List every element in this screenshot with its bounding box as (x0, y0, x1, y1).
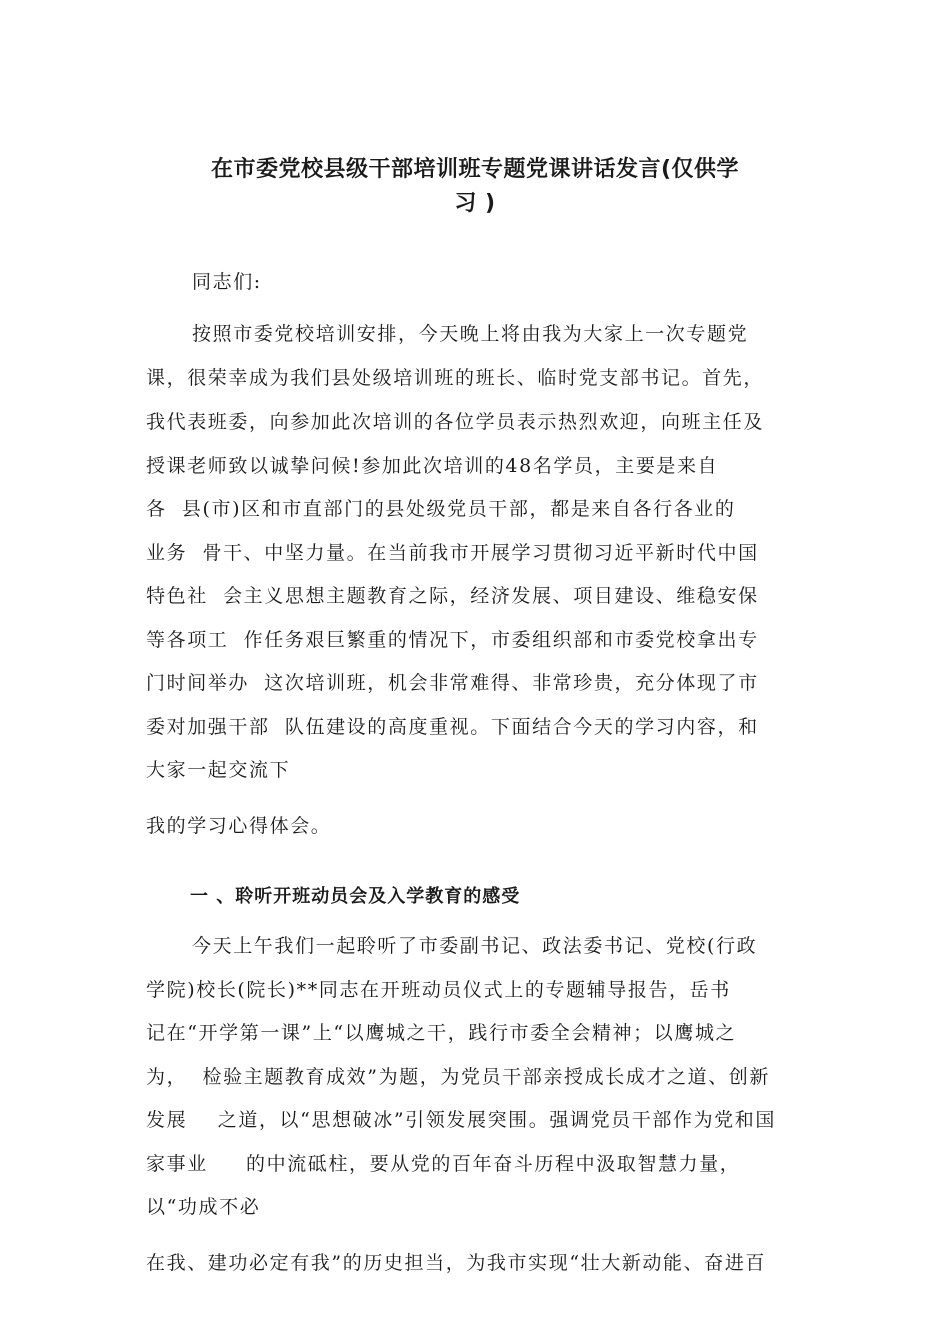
paragraph-1-line: 业务 骨干、中坚力量。在当前我市开展学习贯彻习近平新时代中国 (146, 542, 759, 564)
document-title-line-2: 习 ) (454, 191, 496, 216)
paragraph-2-tail: 在我、建功必定有我”的历史担当，为我市实现“壮大新动能、奋进百 (146, 1252, 767, 1274)
paragraph-1-line: 我代表班委，向参加此次培训的各位学员表示热烈欢迎，向班主任及 (146, 411, 765, 433)
paragraph-1-line: 授课老师致以诚挚问候!参加此次培训的48名学员，主要是来自 (146, 455, 719, 477)
paragraph-1-line: 特色社 会主义思想主题教育之际，经济发展、项目建设、维稳安保 (146, 585, 759, 607)
salutation: 同志们: (192, 271, 262, 293)
paragraph-2-line: 记在“开学第一课”上“以鹰城之干，践行市委全会精神；以鹰城之 (146, 1022, 737, 1044)
paragraph-1-line: 等各项工 作任务艰巨繁重的情况下，市委组织部和市委党校拿出专 (146, 629, 759, 651)
paragraph-1-line: 各 县(市)区和市直部门的县处级党员干部，都是来自各行各业的 (146, 498, 736, 520)
paragraph-2-line: 以“功成不必 (146, 1196, 261, 1218)
document-title-line-1: 在市委党校县级干部培训班专题党课讲话发言(仅供学 (210, 157, 740, 182)
paragraph-2-line: 发展 之道，以“思想破冰”引领发展突围。强调党员干部作为党和国 (146, 1109, 776, 1131)
paragraph-1-tail: 我的学习心得体会。 (146, 815, 332, 837)
paragraph-2-line: 学院)校长(院长)**同志在开班动员仪式上的专题辅导报告，岳书 (146, 979, 731, 1001)
paragraph-2-line: 今天上午我们一起聆听了市委副书记、政法委书记、党校(行政 (192, 935, 758, 957)
paragraph-2-line: 为， 检验主题教育成效”为题，为党员干部亲授成长成才之道、创新 (146, 1066, 770, 1088)
paragraph-1-line: 课，很荣幸成为我们县处级培训班的班长、临时党支部书记。首先， (146, 367, 765, 389)
paragraph-1-line: 委对加强干部 队伍建设的高度重视。下面结合今天的学习内容，和 (146, 716, 759, 738)
paragraph-2-line: 家事业 的中流砥柱，要从党的百年奋斗历程中汲取智慧力量， (146, 1153, 741, 1175)
section-1-heading: 一 、聆听开班动员会及入学教育的感受 (190, 886, 521, 907)
paragraph-1-line: 大家一起交流下 (146, 759, 291, 781)
paragraph-1-line: 按照市委党校培训安排，今天晚上将由我为大家上一次专题党 (192, 323, 749, 345)
paragraph-1-line: 门时间举办 这次培训班，机会非常难得、非常珍贵，充分体现了市 (146, 672, 759, 694)
